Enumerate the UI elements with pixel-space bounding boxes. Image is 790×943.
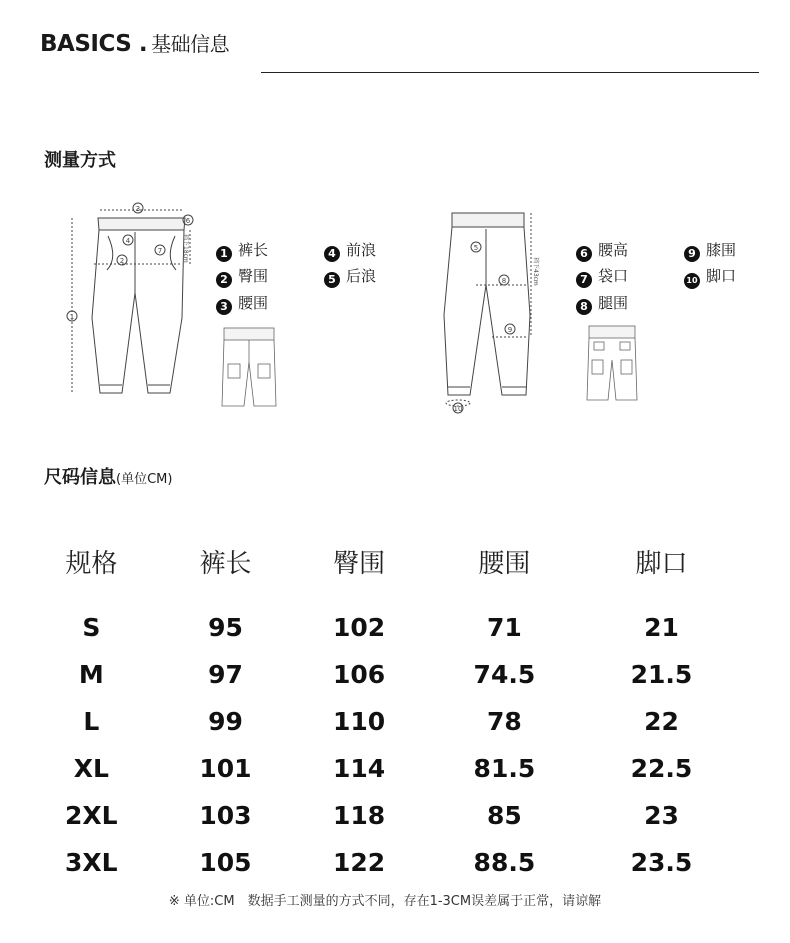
back-detail-sketch — [584, 320, 640, 404]
table-row — [24, 651, 740, 698]
table-cell: 74.5 — [473, 660, 536, 689]
legend-item-hip — [216, 263, 268, 289]
back-pants-diagram — [436, 205, 546, 417]
legend-label: 裤长 — [238, 241, 269, 259]
table-cell: L — [83, 707, 100, 736]
number-badge: 7 — [576, 272, 592, 288]
front-detail-sketch — [218, 322, 280, 410]
size-section-unit: (单位CM) — [116, 472, 173, 487]
svg-text:2: 2 — [119, 257, 125, 265]
table-cell: 97 — [208, 660, 243, 689]
table-row — [24, 698, 740, 745]
table-row — [24, 839, 740, 886]
size-section-title — [44, 463, 172, 489]
column-header-hip: 臀围 — [333, 548, 386, 579]
svg-text:9: 9 — [507, 326, 513, 334]
front-pants-diagram — [60, 198, 200, 408]
table-cell: 101 — [199, 754, 252, 783]
number-badge: 5 — [324, 272, 340, 288]
number-badge: 8 — [576, 299, 592, 315]
table-cell: 23 — [644, 801, 679, 830]
table-cell: 122 — [332, 848, 386, 877]
svg-text:8: 8 — [501, 277, 507, 285]
legend-label: 腰高 — [598, 241, 629, 259]
svg-text:7: 7 — [157, 247, 163, 255]
legend-label: 脚口 — [706, 267, 737, 285]
number-badge: 6 — [576, 246, 592, 262]
table-cell: 81.5 — [473, 754, 536, 783]
svg-text:5: 5 — [473, 244, 479, 252]
table-cell: 105 — [199, 848, 252, 877]
legend-item-back-rise — [324, 263, 376, 289]
table-cell: 118 — [332, 801, 386, 830]
table-cell: 102 — [332, 613, 386, 642]
table-cell: 88.5 — [473, 848, 536, 877]
column-header-waist: 腰围 — [478, 548, 531, 579]
legend-item-thigh — [576, 290, 628, 316]
brand-name: BASICS . — [40, 31, 148, 57]
legend-label: 腰围 — [238, 294, 269, 312]
footer-note: ※ 单位:CM 数据手工测量的方式不同，存在1-3CM误差属于正常，请谅解 — [168, 894, 602, 909]
legend-label: 后浪 — [346, 267, 377, 285]
svg-text:1: 1 — [69, 313, 75, 321]
legend-label: 前浪 — [346, 241, 377, 259]
table-cell: 22 — [644, 707, 679, 736]
number-badge: 2 — [216, 272, 232, 288]
legend-item-waist — [216, 290, 268, 316]
table-cell: 2XL — [65, 801, 118, 830]
svg-text:4: 4 — [125, 237, 131, 245]
number-badge: 4 — [324, 246, 340, 262]
legend-label: 袋口 — [598, 267, 629, 285]
number-badge: 1 — [216, 246, 232, 262]
front-side-label: 裆下18cm — [182, 234, 189, 263]
brand-subtitle: 基础信息 — [151, 32, 230, 56]
table-cell: 21 — [644, 613, 679, 642]
table-cell: XL — [73, 754, 109, 783]
legend-item-front-rise — [324, 237, 376, 263]
table-cell: 22.5 — [630, 754, 693, 783]
svg-text:3: 3 — [135, 205, 141, 213]
measure-section-title: 测量方式 — [44, 150, 116, 171]
table-cell: 114 — [332, 754, 386, 783]
table-cell: 71 — [487, 613, 522, 642]
brand-header — [40, 28, 229, 57]
table-cell: 3XL — [65, 848, 118, 877]
size-section-heading: 尺码信息 — [44, 467, 116, 488]
table-cell: 85 — [487, 801, 522, 830]
table-cell: 95 — [208, 613, 243, 642]
table-cell: M — [78, 660, 104, 689]
table-cell: 23.5 — [630, 848, 693, 877]
column-header-leg-opening: 脚口 — [635, 548, 688, 579]
number-badge: 10 — [684, 273, 700, 289]
legend-item-leg-opening — [684, 263, 736, 289]
number-badge: 9 — [684, 246, 700, 262]
table-row — [24, 792, 740, 839]
table-cell: 106 — [332, 660, 386, 689]
legend-item-waist-height — [576, 237, 628, 263]
legend-label: 臀围 — [238, 267, 269, 285]
table-row — [24, 745, 740, 792]
svg-text:10: 10 — [453, 405, 463, 413]
legend-item-knee — [684, 237, 736, 263]
column-header-size: 规格 — [65, 548, 118, 579]
table-header-row — [24, 532, 740, 590]
table-cell: S — [82, 613, 101, 642]
table-row — [24, 604, 740, 651]
table-cell: 78 — [487, 707, 522, 736]
header-divider — [261, 72, 759, 73]
table-cell: 99 — [208, 707, 243, 736]
legend-label: 腿围 — [598, 294, 629, 312]
column-header-length: 裤长 — [199, 548, 252, 579]
table-cell: 21.5 — [630, 660, 693, 689]
legend-item-length — [216, 237, 268, 263]
legend-item-pocket — [576, 263, 628, 289]
table-cell: 103 — [199, 801, 252, 830]
back-side-label: 裆下43cm — [532, 257, 539, 286]
size-table — [24, 532, 740, 886]
number-badge: 3 — [216, 299, 232, 315]
svg-text:6: 6 — [185, 217, 191, 225]
table-cell: 110 — [332, 707, 386, 736]
legend-label: 膝围 — [706, 241, 737, 259]
